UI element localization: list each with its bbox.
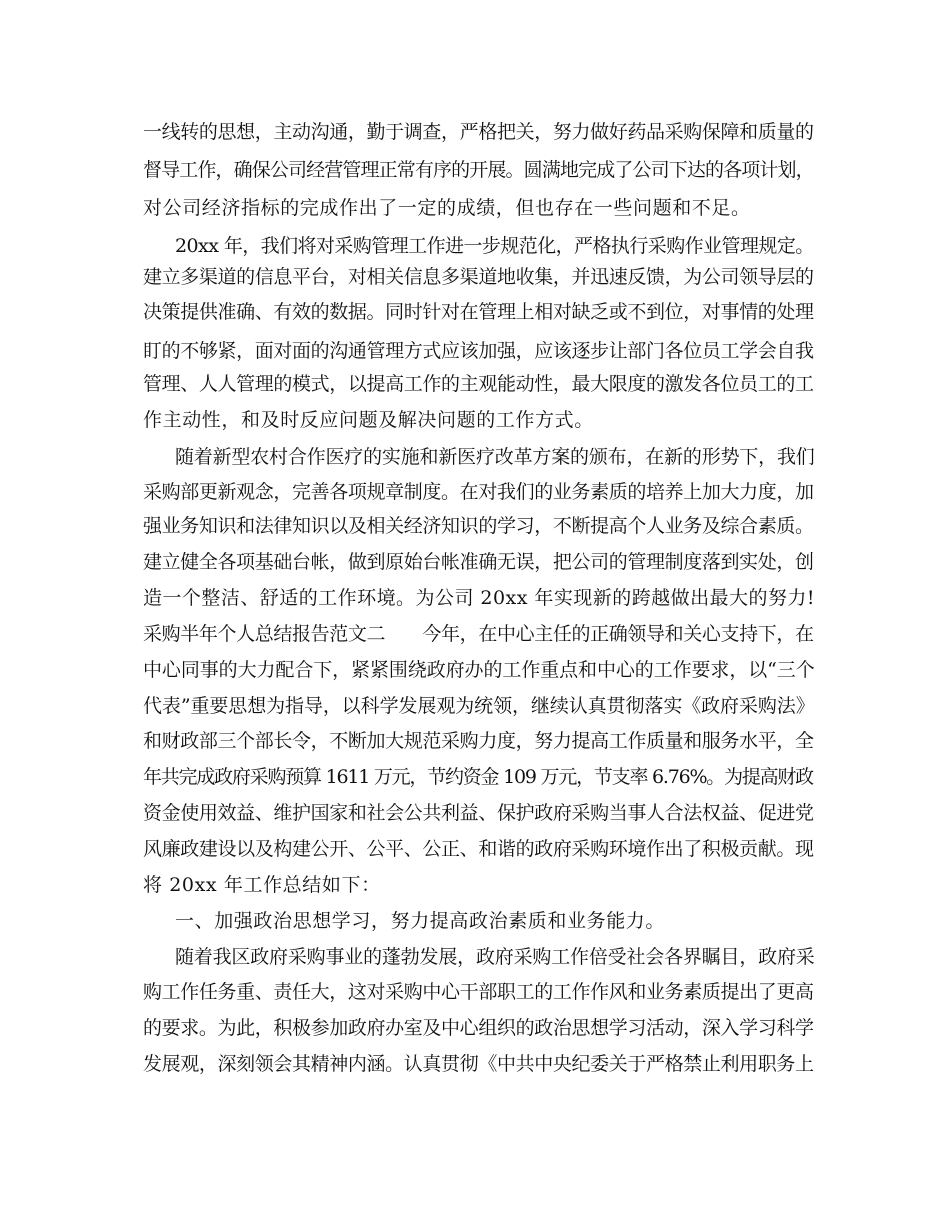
text-line: 资金使用效益、维护国家和社会公共利益、保护政府采购当事人合法权益、促进党: [143, 802, 814, 824]
text-line: 代表”重要思想为指导，以科学发展观为统领，继续认真贯彻落实《政府采购法》: [143, 695, 815, 717]
text-line: 作主动性，和及时反应问题及解决问题的工作方式。: [143, 409, 594, 431]
subheading-line: 一、加强政治思想学习，努力提高政治素质和业务能力。: [175, 910, 666, 932]
text-line: 造一个整洁、舒适的工作环境。为公司 20xx 年实现新的跨越做出最大的努力!: [143, 587, 815, 609]
paragraph-start-line: 20xx 年，我们将对采购管理工作进一步规范化，严格执行采购作业管理规定。: [175, 235, 814, 257]
text-line: 中心同事的大力配合下，紧紧围绕政府办的工作重点和中心的工作要求，以“三个: [143, 659, 815, 681]
text-line: 购工作任务重、责任大，这对采购中心干部职工的工作作风和业务素质提出了更高: [143, 981, 814, 1003]
text-line: 年共完成政府采购预算 1611 万元，节约资金 109 万元，节支率 6.76%。为提高财政: [143, 766, 813, 788]
text-line: 强业务知识和法律知识以及相关经济知识的学习，不断提高个人业务及综合素质。: [143, 515, 814, 537]
text-line: 采购部更新观念，完善各项规章制度。在对我们的业务素质的培养上加大力度，加: [143, 481, 814, 503]
paragraph-start-line: 随着我区政府采购事业的蓬勃发展，政府采购工作倍受社会各界瞩目，政府采: [175, 946, 815, 968]
text-line: 将 20xx 年工作总结如下：: [143, 874, 381, 896]
text-line: 一线转的思想，主动沟通，勤于调查，严格把关，努力做好药品采购保障和质量的: [143, 121, 814, 143]
text-line: 的要求。为此，积极参加政府办室及中心组织的政治思想学习活动，深入学习科学: [143, 1017, 814, 1039]
text-line: 风廉政建设以及构建公开、公平、公正、和谐的政府采购环境作出了积极贡献。现: [143, 838, 814, 860]
paragraph-start-line: 随着新型农村合作医疗的实施和新医疗改革方案的颁布，在新的形势下，我们: [175, 446, 815, 468]
section-heading-line: 采购半年个人总结报告范文二 今年，在中心主任的正确领导和关心支持下，在: [143, 623, 814, 645]
text-line: 督导工作，确保公司经营管理正常有序的开展。圆满地完成了公司下达的各项计划，: [143, 159, 814, 181]
text-line: 和财政部三个部长令，不断加大规范采购力度，努力提高工作质量和服务水平，全: [143, 730, 814, 752]
text-line: 管理、人人管理的模式，以提高工作的主观能动性，最大限度的激发各位员工的工: [143, 373, 814, 395]
text-line: 对公司经济指标的完成作出了一定的成绩，但也存在一些问题和不足。: [143, 197, 751, 219]
text-line: 建立多渠道的信息平台，对相关信息多渠道地收集，并迅速反馈，为公司领导层的: [143, 266, 814, 288]
text-line: 决策提供准确、有效的数据。同时针对在管理上相对缺乏或不到位，对事情的处理: [143, 301, 814, 323]
text-line: 盯的不够紧，面对面的沟通管理方式应该加强，应该逐步让部门各位员工学会自我: [143, 340, 814, 362]
text-line: 发展观，深刻领会其精神内涵。认真贯彻《中共中央纪委关于严格禁止利用职务上: [143, 1053, 814, 1075]
text-line: 建立健全各项基础台帐，做到原始台帐准确无误，把公司的管理制度落到实处，创: [143, 551, 814, 573]
